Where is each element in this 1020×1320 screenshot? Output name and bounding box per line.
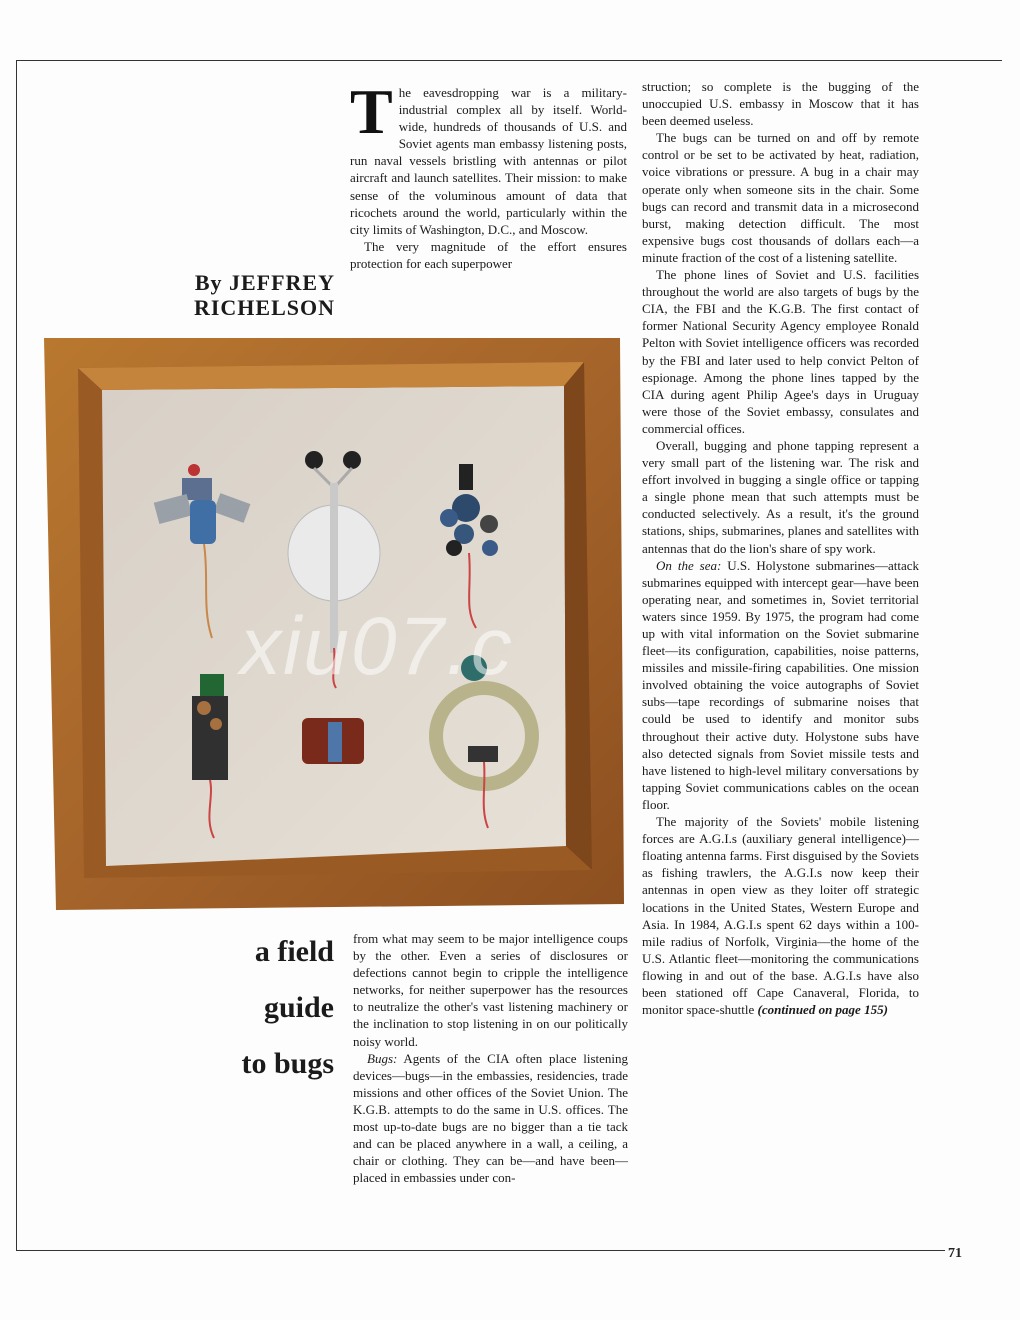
section-lead-on-the-sea: On the sea:	[656, 557, 722, 573]
drop-cap: T	[350, 76, 393, 147]
paragraph: struction; so complete is the bugging of the unoccupied U.S. embassy in Moscow that it has been deemed useless.	[642, 79, 919, 129]
paragraph: The very magnitude of the effort ensures protection for each superpower	[350, 238, 627, 271]
headline-line-3: to bugs	[241, 1047, 334, 1080]
headline-line-2: guide	[263, 991, 334, 1024]
article-column-1-top	[350, 76, 627, 272]
paragraph: The phone lines of Soviet and U.S. facilities throughout the world are also targets of bugs by the CIA, the FBI and the K.G.B. The first contact of former National Security Agency employee Ronald Pelton with Soviet intelligence officers was recorded by the FBI and later used to help convict Pelton of espionage. Among the phone lines tapped by the CIA during agent Philip Agee's days in Uruguay were those of the Soviet embassy, consulates and commercial offices.	[642, 267, 919, 436]
page-number: 71	[948, 1246, 962, 1261]
opening-text: he eavesdropping war is a military-industrial complex all by itself. World-wide, hundreds of thousands of U.S. and Soviet agents man embassy listening posts, run naval vessels bristling with antennas or pilot aircraft and launch satellites. Their mission: to make sense of the voluminous amount of data that ricochets around the world, particularly within the city limits of Washington, D.C., and Moscow.	[350, 85, 627, 237]
paragraph: from what may seem to be major intelligence coups by the other. Even a series of disclosures or defections cannot begin to cripple the intelligence networks, for neither superpower has the resources to neutralize the other's vast listening machinery or the inclination to stop listening in on our politically noisy world.	[353, 931, 628, 1049]
paragraph: The bugs can be turned on and off by remote control or be set to be activated by heat, radiation, voice vibrations or pressure. A bug in a chair may operate only when someone sits in the chair. Some bugs can record and transmit data in a microsecond burst, making detection difficult. The most expensive bugs cost thousands of dollars each—a minute fraction of the cost of a listening satellite.	[642, 130, 919, 265]
opening-paragraph	[350, 76, 627, 238]
byline	[140, 270, 335, 320]
bugs-text: Agents of the CIA often place listening devices—bugs—in the embassies, residencies, trade missions and other offices of the Soviet Union. The K.G.B. attempts to do the same in U.S. offices. The most up-to-date bugs are no bigger than a tie tack and can be placed anywhere in a wall, a ceiling, a chair or clothing. They can be—and have been—placed in embassies under con-	[353, 1050, 628, 1186]
bottom-rule	[16, 1250, 945, 1251]
article-column-1-bottom	[353, 930, 628, 1186]
headline	[140, 924, 334, 1092]
bugs-paragraph	[353, 1050, 628, 1187]
continued-line: (continued on page 155)	[754, 1002, 888, 1018]
agi-text: The majority of the Soviets' mobile listening forces are A.G.I.s (auxiliary general intelligence)—floating antenna farms. First disguised by the Soviets as fishing trawlers, the A.G.I.s now keep their antennas in open view as they loiter off strategic locations in the United States, Western Europe and Asia. In 1984, A.G.I.s spent 62 days within a 100-mile radius of Norfolk, Virginia—the home of the U.S. Atlantic fleet—monitoring the communications flowing in and out of the base. A.G.I.s have also been stationed off Cape Canaveral, Florida, to monitor space-shuttle	[642, 814, 919, 1018]
on-the-sea-text: U.S. Holystone submarines—attack submarines equipped with intercept gear—have been operating near, and sometimes in, Soviet territorial waters since 1959. By 1975, the program had come up with vital information on the Soviet submarine fleet—its configuration, capabilities, noise patterns, missiles and missile-firing capabilities. One mission involved obtaining the voice autographs of Soviet subs—tape recordings of submarine noises that could be used to identify and monitor subs throughout their active duty. Holystone subs have also detected signals from Soviet missile tests and have listened to high-level military conversations by tapping Soviet communications cables on the ocean floor.	[642, 557, 919, 812]
article-column-2	[642, 78, 919, 1018]
section-lead-bugs: Bugs:	[367, 1050, 398, 1066]
top-rule	[16, 60, 1002, 61]
agi-paragraph	[642, 813, 919, 1018]
left-rule	[16, 60, 17, 1251]
paragraph: Overall, bugging and phone tapping represent a very small part of the listening war. The risk and effort involved in bugging a single office or tapping a single phone mean that such attempts must be conducted selectively. As a result, it's the ground stations, ships, submarines, planes and satellites with antennas that do the lion's share of spy work.	[642, 437, 919, 556]
on-the-sea-paragraph	[642, 557, 919, 813]
headline-line-1: a field	[254, 935, 334, 968]
watermark: xiu07.c	[240, 601, 514, 692]
byline-line-2: RICHELSON	[193, 295, 335, 320]
byline-line-1: By JEFFREY	[194, 270, 335, 295]
bug-device-5	[302, 718, 364, 764]
